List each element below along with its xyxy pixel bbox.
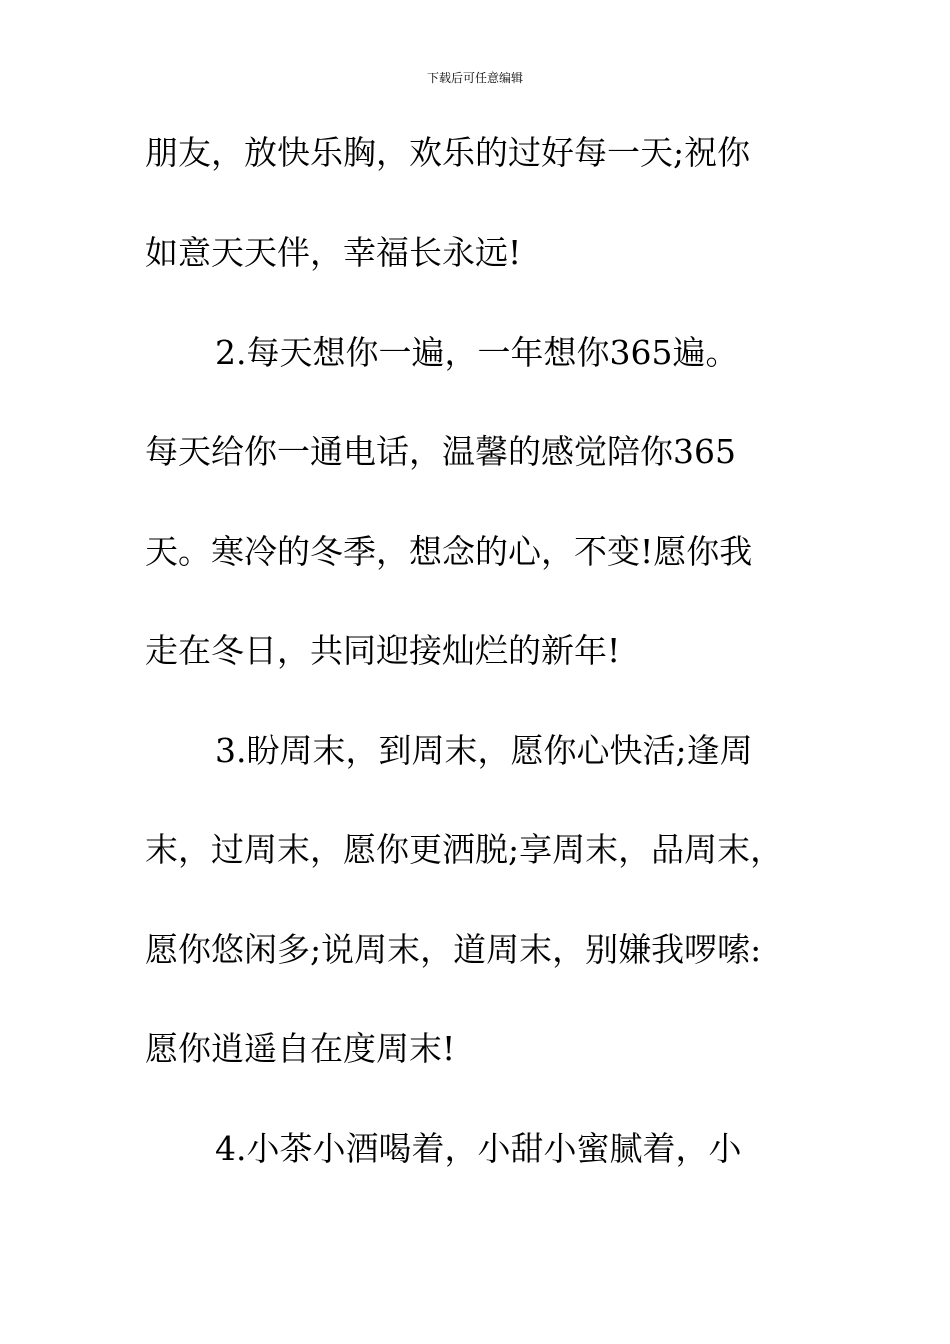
body-line-1: 朋友，放快乐胸，欢乐的过好每一天;祝你 [145, 133, 751, 172]
body-line-7: 3.盼周末，到周末，愿你心快活;逢周 [215, 731, 753, 770]
body-line-11: 4.小茶小酒喝着，小甜小蜜腻着，小 [215, 1129, 742, 1168]
body-line-6: 走在冬日，共同迎接灿烂的新年! [145, 631, 621, 670]
body-line-10: 愿你逍遥自在度周末! [145, 1029, 456, 1068]
body-line-2: 如意天天伴，幸福长永远! [145, 233, 522, 272]
page-header: 下载后可任意编辑 [426, 71, 523, 85]
body-line-3: 2.每天想你一遍，一年想你365遍。 [215, 333, 739, 372]
body-line-9: 愿你悠闲多;说周末，道周末，别嫌我啰嗦: [145, 930, 762, 969]
body-line-5: 天。寒冷的冬季，想念的心，不变!愿你我 [145, 532, 753, 571]
body-line-8: 末，过周末，愿你更洒脱;享周末，品周末， [145, 830, 784, 869]
body-line-4: 每天给你一通电话，温馨的感觉陪你365 [145, 432, 736, 471]
